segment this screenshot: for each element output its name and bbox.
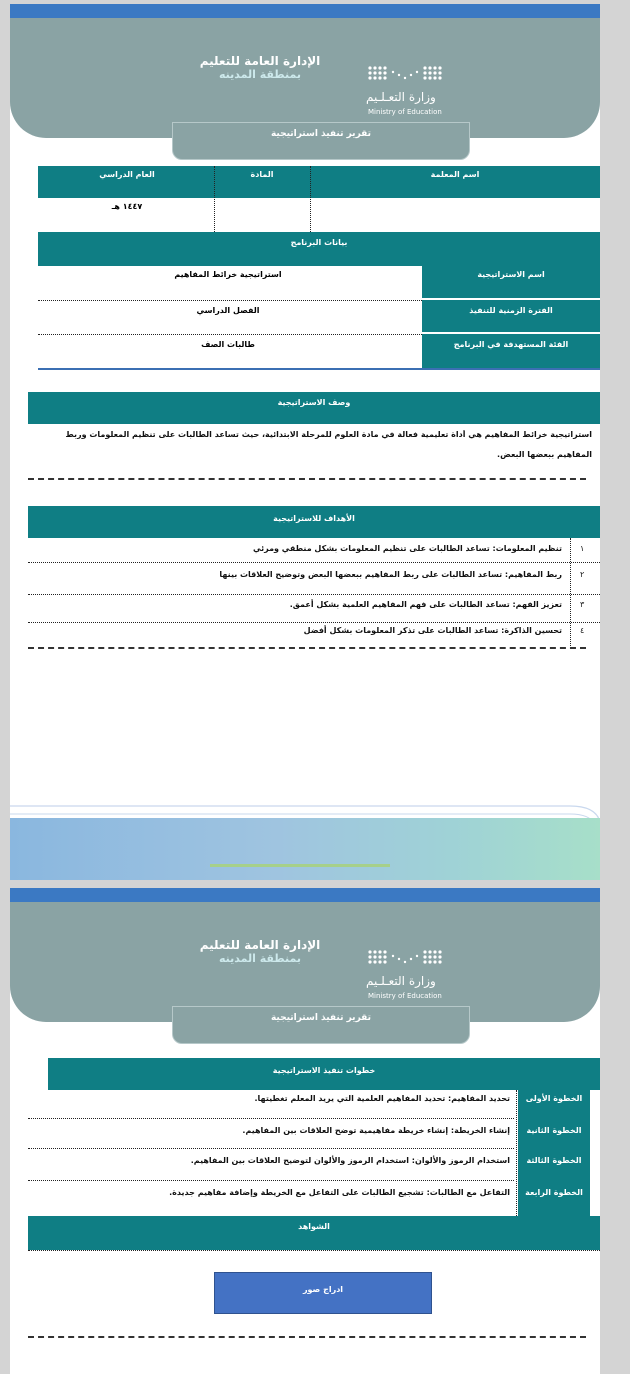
dashed-separator — [28, 478, 586, 480]
step-text: إنشاء الخريطة: إنشاء خريطة مفاهيمية توضح العلاقات بين المفاهيم. — [242, 1126, 510, 1135]
row-divider — [28, 1118, 514, 1119]
row-divider — [28, 1180, 514, 1181]
row-divider — [38, 334, 422, 335]
academic-year-header: العام الدراسي — [99, 170, 155, 179]
row-divider — [28, 562, 600, 563]
section-rule — [38, 368, 600, 370]
document-page-2 — [10, 888, 600, 1374]
strategy-name-value[interactable]: استراتيجية خرائط المفاهيم — [174, 270, 282, 279]
page-header — [10, 18, 600, 138]
subject-header: المادة — [250, 170, 274, 179]
description-line-1: استراتيجية خرائط المفاهيم هي أداة تعليمية فعالة في مادة العلوم للمرحلة الابتدائية، حيث تساعد الطالبات على تنظيم المعلومات وربط — [65, 430, 592, 439]
row-divider — [28, 594, 600, 595]
header-subtitle: بمنطقة المدينه — [218, 68, 302, 81]
ministry-name-ar: وزارة التعـلـيم — [366, 974, 436, 988]
ministry-logo-icon — [366, 948, 446, 968]
teacher-name-header: اسم المعلمة — [430, 170, 480, 179]
steps-heading: خطوات تنفيذ الاستراتيجية — [272, 1066, 376, 1075]
program-label-cell — [422, 300, 600, 332]
steps-divider — [516, 1090, 517, 1216]
goals-heading: الأهداف للاستراتيجية — [273, 514, 355, 523]
row-divider — [28, 622, 600, 623]
step-label: الخطوة الأولى — [525, 1094, 583, 1103]
goal-item-number: ١ — [580, 544, 585, 553]
step-text: استخدام الرموز والألوان: استخدام الرموز والألوان لتوضيح العلاقات بين المفاهيم. — [190, 1156, 510, 1165]
target-group-value[interactable]: طالبات الصف — [201, 340, 255, 349]
row-divider — [38, 300, 422, 301]
dashed-separator — [28, 1336, 586, 1338]
description-section-header — [28, 392, 600, 424]
ministry-name-en: Ministry of Education — [368, 992, 442, 1000]
table-divider — [214, 166, 215, 234]
top-accent-bar — [10, 888, 600, 902]
ministry-name-ar: وزارة التعـلـيم — [366, 90, 436, 104]
header-title: الإدارة العامة للتعليم — [199, 938, 321, 952]
footer-band — [10, 818, 600, 880]
dashed-separator — [28, 647, 586, 649]
goal-item-number: ٤ — [580, 626, 585, 635]
footer-accent-line — [210, 864, 390, 867]
step-text: تحديد المفاهيم: تحديد المفاهيم العلمية التي يريد المعلم تغطيتها. — [254, 1094, 510, 1103]
header-title: الإدارة العامة للتعليم — [199, 54, 321, 68]
strategy-name-label: اسم الاستراتيجية — [477, 270, 545, 279]
goal-item-text: تعزيز الفهم: تساعد الطالبات على فهم المفاهيم العلمية بشكل أعمق. — [289, 600, 562, 609]
report-title-tab: تقرير تنفيذ استراتيجية — [172, 122, 470, 160]
header-subtitle: بمنطقة المدينه — [218, 952, 302, 965]
evidence-heading: الشواهد — [298, 1222, 330, 1231]
academic-year-value[interactable]: ١٤٤٧ هـ — [111, 202, 143, 211]
description-line-2: المفاهيم ببعضها البعض. — [497, 450, 592, 459]
steps-label-column — [518, 1090, 590, 1216]
goals-number-divider — [570, 538, 571, 648]
goal-item-text: ربط المفاهيم: تساعد الطالبات على ربط المفاهيم ببعضها البعض وتوضيح العلاقات بينها — [219, 570, 562, 579]
table-divider — [310, 166, 311, 234]
goal-item-text: تنظيم المعلومات: تساعد الطالبات على تنظيم المعلومات بشكل منطقي ومرئي — [253, 544, 562, 553]
ministry-name-en: Ministry of Education — [368, 108, 442, 116]
goal-item-number: ٣ — [580, 600, 585, 609]
top-accent-bar — [10, 4, 600, 18]
step-label: الخطوة الثانية — [526, 1126, 582, 1135]
goal-item-text: تحسين الذاكرة: تساعد الطالبات على تذكر المعلومات بشكل أفضل — [303, 626, 562, 635]
ministry-logo-icon — [366, 64, 446, 84]
target-group-label: الفئة المستهدفة في البرنامج — [453, 340, 569, 349]
row-divider — [28, 1250, 600, 1251]
description-heading: وصف الاستراتيجية — [277, 398, 351, 407]
step-text: التفاعل مع الطالبات: تشجيع الطالبات على التفاعل مع الخريطة وإضافة مفاهيم جديدة. — [169, 1188, 510, 1197]
insert-images-button[interactable]: ادراج صور — [214, 1272, 432, 1314]
step-label: الخطوة الرابعة — [525, 1188, 583, 1197]
program-heading: بيانات البرنامج — [290, 238, 348, 247]
implementation-period-value[interactable]: الفصل الدراسي — [196, 306, 260, 315]
page-header — [10, 902, 600, 1022]
ministry-logo — [366, 948, 466, 1004]
goal-item-number: ٢ — [580, 570, 585, 579]
step-label: الخطوة الثالثة — [526, 1156, 582, 1165]
row-divider — [28, 1148, 514, 1149]
ministry-logo — [366, 64, 466, 120]
document-page-1 — [10, 4, 600, 880]
implementation-period-label: الفترة الزمنية للتنفيذ — [469, 306, 553, 315]
report-title-tab: تقرير تنفيذ استراتيجية — [172, 1006, 470, 1044]
